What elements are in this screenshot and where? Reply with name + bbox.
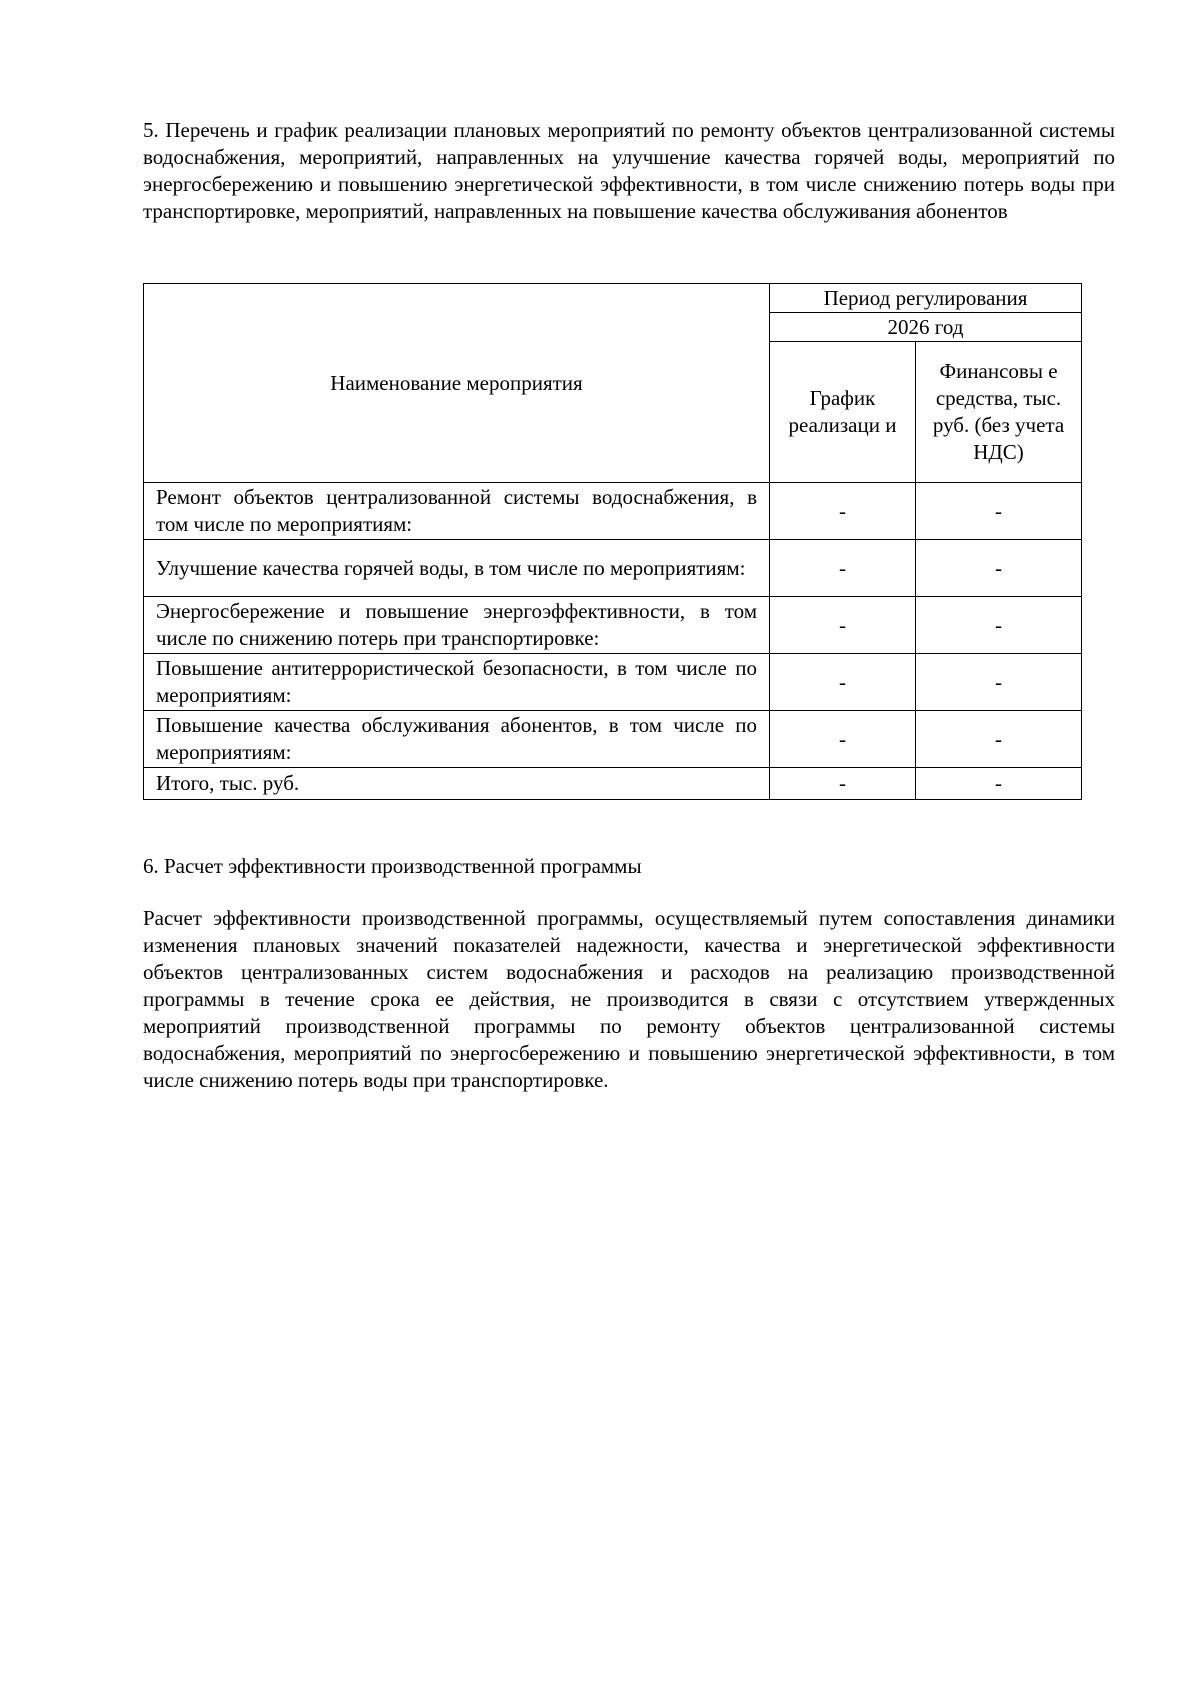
- table-row-total: [144, 768, 1082, 800]
- row-measure-name: Ремонт объектов централизованной системы водоснабжения, в том числе по мероприятиям:: [144, 483, 770, 540]
- row-measure-name: Повышение качества обслуживания абонентов, в том числе по мероприятиям:: [144, 711, 770, 768]
- table-row: [144, 540, 1082, 597]
- table-row: [144, 483, 1082, 540]
- section-6-body: Расчет эффективности производственной программы, осуществляемый путем сопоставления динамики изменения плановых значений показателей надежности, качества и энергетической эффективности объектов централизованных систем водоснабжения и расходов на реализацию производственной программы в течение срока ее действия, не производится в связи с отсутствием утвержденных мероприятий производственной программы по ремонту объектов централизованной системы водоснабжения, мероприятий по энергосбережению и повышению энергетической эффективности, в том числе снижению потерь воды при транспортировке.: [143, 906, 1115, 1092]
- header-finance: Финансовы е средства, тыс. руб. (без учета НДС): [916, 342, 1082, 483]
- measures-table: [143, 283, 1082, 800]
- row-measure-name: Повышение антитеррористической безопасности, в том числе по мероприятиям:: [144, 654, 770, 711]
- table-header-row-period: [144, 284, 1082, 313]
- table-row: [144, 654, 1082, 711]
- row-schedule-value: -: [770, 654, 916, 711]
- row-finance-value: -: [916, 711, 1082, 768]
- header-schedule: График реализаци и: [770, 342, 916, 483]
- row-total-finance: -: [916, 768, 1082, 800]
- row-total-label: Итого, тыс. руб.: [144, 768, 770, 800]
- row-finance-value: -: [916, 483, 1082, 540]
- row-finance-value: -: [916, 597, 1082, 654]
- row-finance-value: -: [916, 540, 1082, 597]
- section-6-heading: 6. Расчет эффективности производственной программы: [143, 854, 642, 878]
- section-5-heading: 5. Перечень и график реализации плановых мероприятий по ремонту объектов централизованной системы водоснабжения, мероприятий, направленных на улучшение качества горячей воды, мероприятий по энергосбережению и повышению энергетической эффективности, в том числе снижению потерь воды при транспортировке, мероприятий, направленных на повышение качества обслуживания абонентов: [143, 118, 1115, 223]
- row-total-schedule: -: [770, 768, 916, 800]
- row-finance-value: -: [916, 654, 1082, 711]
- row-measure-name: Энергосбережение и повышение энергоэффективности, в том числе по снижению потерь при транспортировке:: [144, 597, 770, 654]
- row-schedule-value: -: [770, 711, 916, 768]
- row-schedule-value: -: [770, 540, 916, 597]
- header-measure-name: Наименование мероприятия: [144, 284, 770, 483]
- table-row: [144, 597, 1082, 654]
- row-schedule-value: -: [770, 597, 916, 654]
- row-schedule-value: -: [770, 483, 916, 540]
- header-period: Период регулирования: [770, 284, 1082, 313]
- header-year: 2026 год: [770, 313, 1082, 342]
- row-measure-name: Улучшение качества горячей воды, в том числе по мероприятиям:: [144, 540, 770, 597]
- table-row: [144, 711, 1082, 768]
